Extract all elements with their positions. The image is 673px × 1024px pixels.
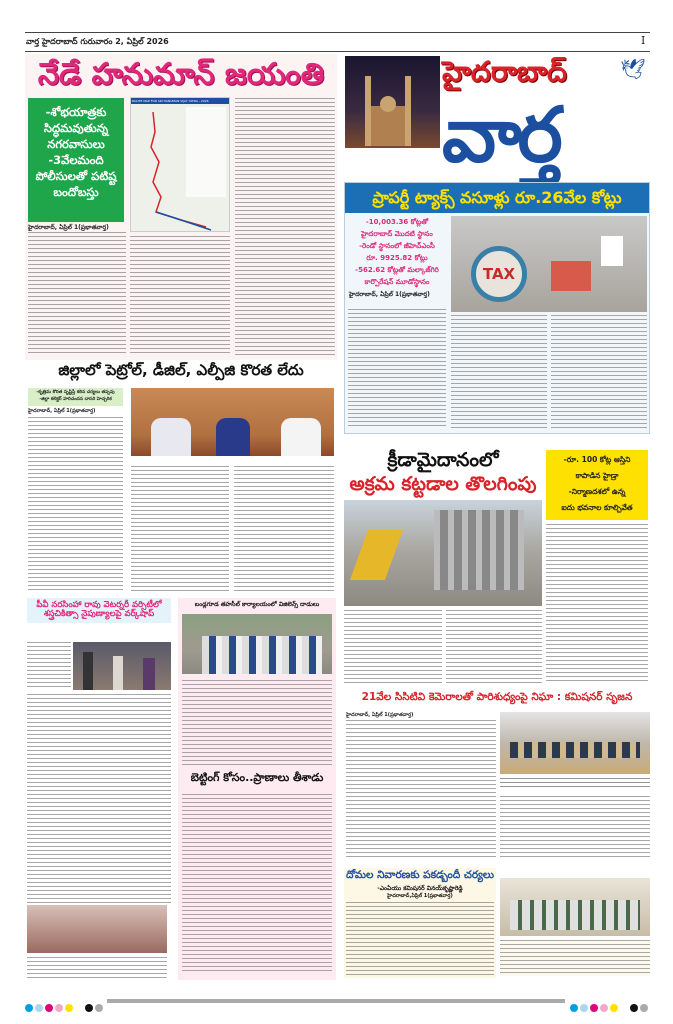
highlight: రూ. 9925.82 కోట్లు (366, 254, 428, 262)
article-headline: జిల్లాలో పెట్రోల్, డీజిల్, ఎల్పీజి కొరత లేదు (58, 361, 304, 379)
workshop-article (25, 598, 173, 933)
mosquito-meeting-photo (500, 878, 650, 936)
demolition-photo (344, 500, 542, 606)
highlight: కార్పొరేషన్ మూడోస్థానం (364, 278, 430, 286)
demolition-article (344, 438, 650, 688)
fuel-left-column (28, 388, 123, 591)
highlight: -రెండో స్థానంలో జీహెచ్‌ఎంసీ (359, 242, 435, 250)
cctv-meeting-photo (500, 712, 650, 774)
charminar-photo (345, 56, 440, 148)
dateline: హైదరాబాద్, ఏప్రిల్ 1(ప్రభాతవార్త) (349, 291, 430, 298)
vigilance-article (178, 598, 336, 980)
highlight: -562.62 కోట్లతో మల్కాజ్‌గిరి (355, 266, 439, 274)
vigilance-photo (182, 614, 332, 674)
dateline: హైదరాబాద్, ఏప్రిల్ 1(ప్రభాతవార్త) (28, 407, 96, 414)
subhead: -జిల్లా కలెక్టర్ హరిచందన దాసరి హెచ్చరిక (39, 396, 112, 402)
group-photo (27, 905, 167, 953)
header-dateline: వార్త హైదరాబాద్ గురువారం 2, ఏప్రిల్ 2026 (26, 37, 169, 46)
masthead-city: హైదరాబాద్ (442, 55, 567, 88)
article-headline: 21వేల సిసిటివి కెమెరాలతో పారిశుధ్యంపై నిఘా : కమిషనర్ సృజన (361, 691, 633, 703)
headline-line-2: అక్రమ కట్టడాల తొలగింపు (349, 473, 537, 495)
article-headline: పీవీ నరసింహా రావు వెటర్నరీ వర్సిటీలో శస్త్రచికిత్సా నైపుణ్యాలపై వర్క్‌షాప్ (27, 598, 171, 623)
route-map-image (130, 97, 230, 232)
article-headline: బండ్లగూడ తహసీల్ కార్యాలయంలో విజిలెన్స్ దాడులు (194, 601, 320, 608)
tax-illustration (451, 216, 647, 312)
article-headline: ప్రాపర్టీ ట్యాక్స్ వసూళ్లు రూ.26వేల కోట్లు (345, 183, 649, 213)
dateline: హైదరాబాద్,ఏప్రిల్ 1(ప్రభాతవార్త) (387, 893, 453, 899)
workshop-photo (73, 642, 171, 690)
map-title: ROUTE MAP FOR SRI HANUMAN VIJAY YATRA - 2026 (131, 98, 229, 104)
dove-icon: 🕊 (620, 57, 646, 81)
highlight: కాపాడిన హైడ్రా (575, 471, 619, 480)
subhead: -3వేలమంది పోలీసులతో పటిష్ట బందోబస్తు (35, 153, 117, 200)
highlight: -10,003.36 కోట్లతో (365, 218, 429, 226)
subhead-box (28, 98, 124, 222)
dateline: హైదరాబాద్, ఏప్రిల్ 1(ప్రభాతవార్త) (346, 712, 414, 718)
property-tax-article (344, 182, 650, 434)
article-headline: దోమల నివారణకు పకడ్బందీ చర్యలు (345, 869, 495, 881)
highlight: -నిర్మాణదశలో ఉన్న (568, 487, 626, 496)
color-registration-bar (25, 997, 650, 1005)
betting-headline: బెట్టింగ్ కోసం..ప్రాణాలు తీశాడు (190, 771, 324, 784)
subhead: -కృత్రిమ కొరత సృష్టిస్తే కఠిన చర్యలు తప్పవు (36, 390, 115, 395)
mosquito-article (344, 868, 650, 980)
highlight: ఐదు భవనాల కూల్చివేత (561, 503, 633, 512)
dateline: హైదరాబాద్, ఏప్రిల్ 1(ప్రభాతవార్త) (28, 224, 109, 231)
highlights-box (546, 450, 648, 520)
masthead-name: వార్త (442, 90, 559, 179)
fuel-article (25, 362, 337, 594)
headline-line-1: క్రీడామైదానంలో (387, 449, 499, 471)
hanuman-jayanti-article (25, 54, 337, 360)
highlights (347, 216, 447, 288)
cctv-article (344, 692, 650, 864)
subhead: -ఎంఏయు కమిషనర్ వినయ్‌కృష్ణారెడ్డి (377, 885, 463, 892)
collector-meeting-photo (131, 388, 334, 456)
subhead-box (28, 388, 123, 406)
page-marker: I (641, 34, 646, 47)
article-headline: నేడే హనుమాన్ జయంతి (37, 57, 325, 92)
subhead: -శోభయాత్రకు సిద్ధమవుతున్న నగరవాసులు (43, 105, 109, 152)
highlight: హైదరాబాద్ మొదటి స్థానం (361, 230, 433, 238)
tax-magnifier: TAX (471, 246, 527, 302)
highlight: -రూ. 100 కోట్ల ఆస్తిని (563, 455, 631, 464)
